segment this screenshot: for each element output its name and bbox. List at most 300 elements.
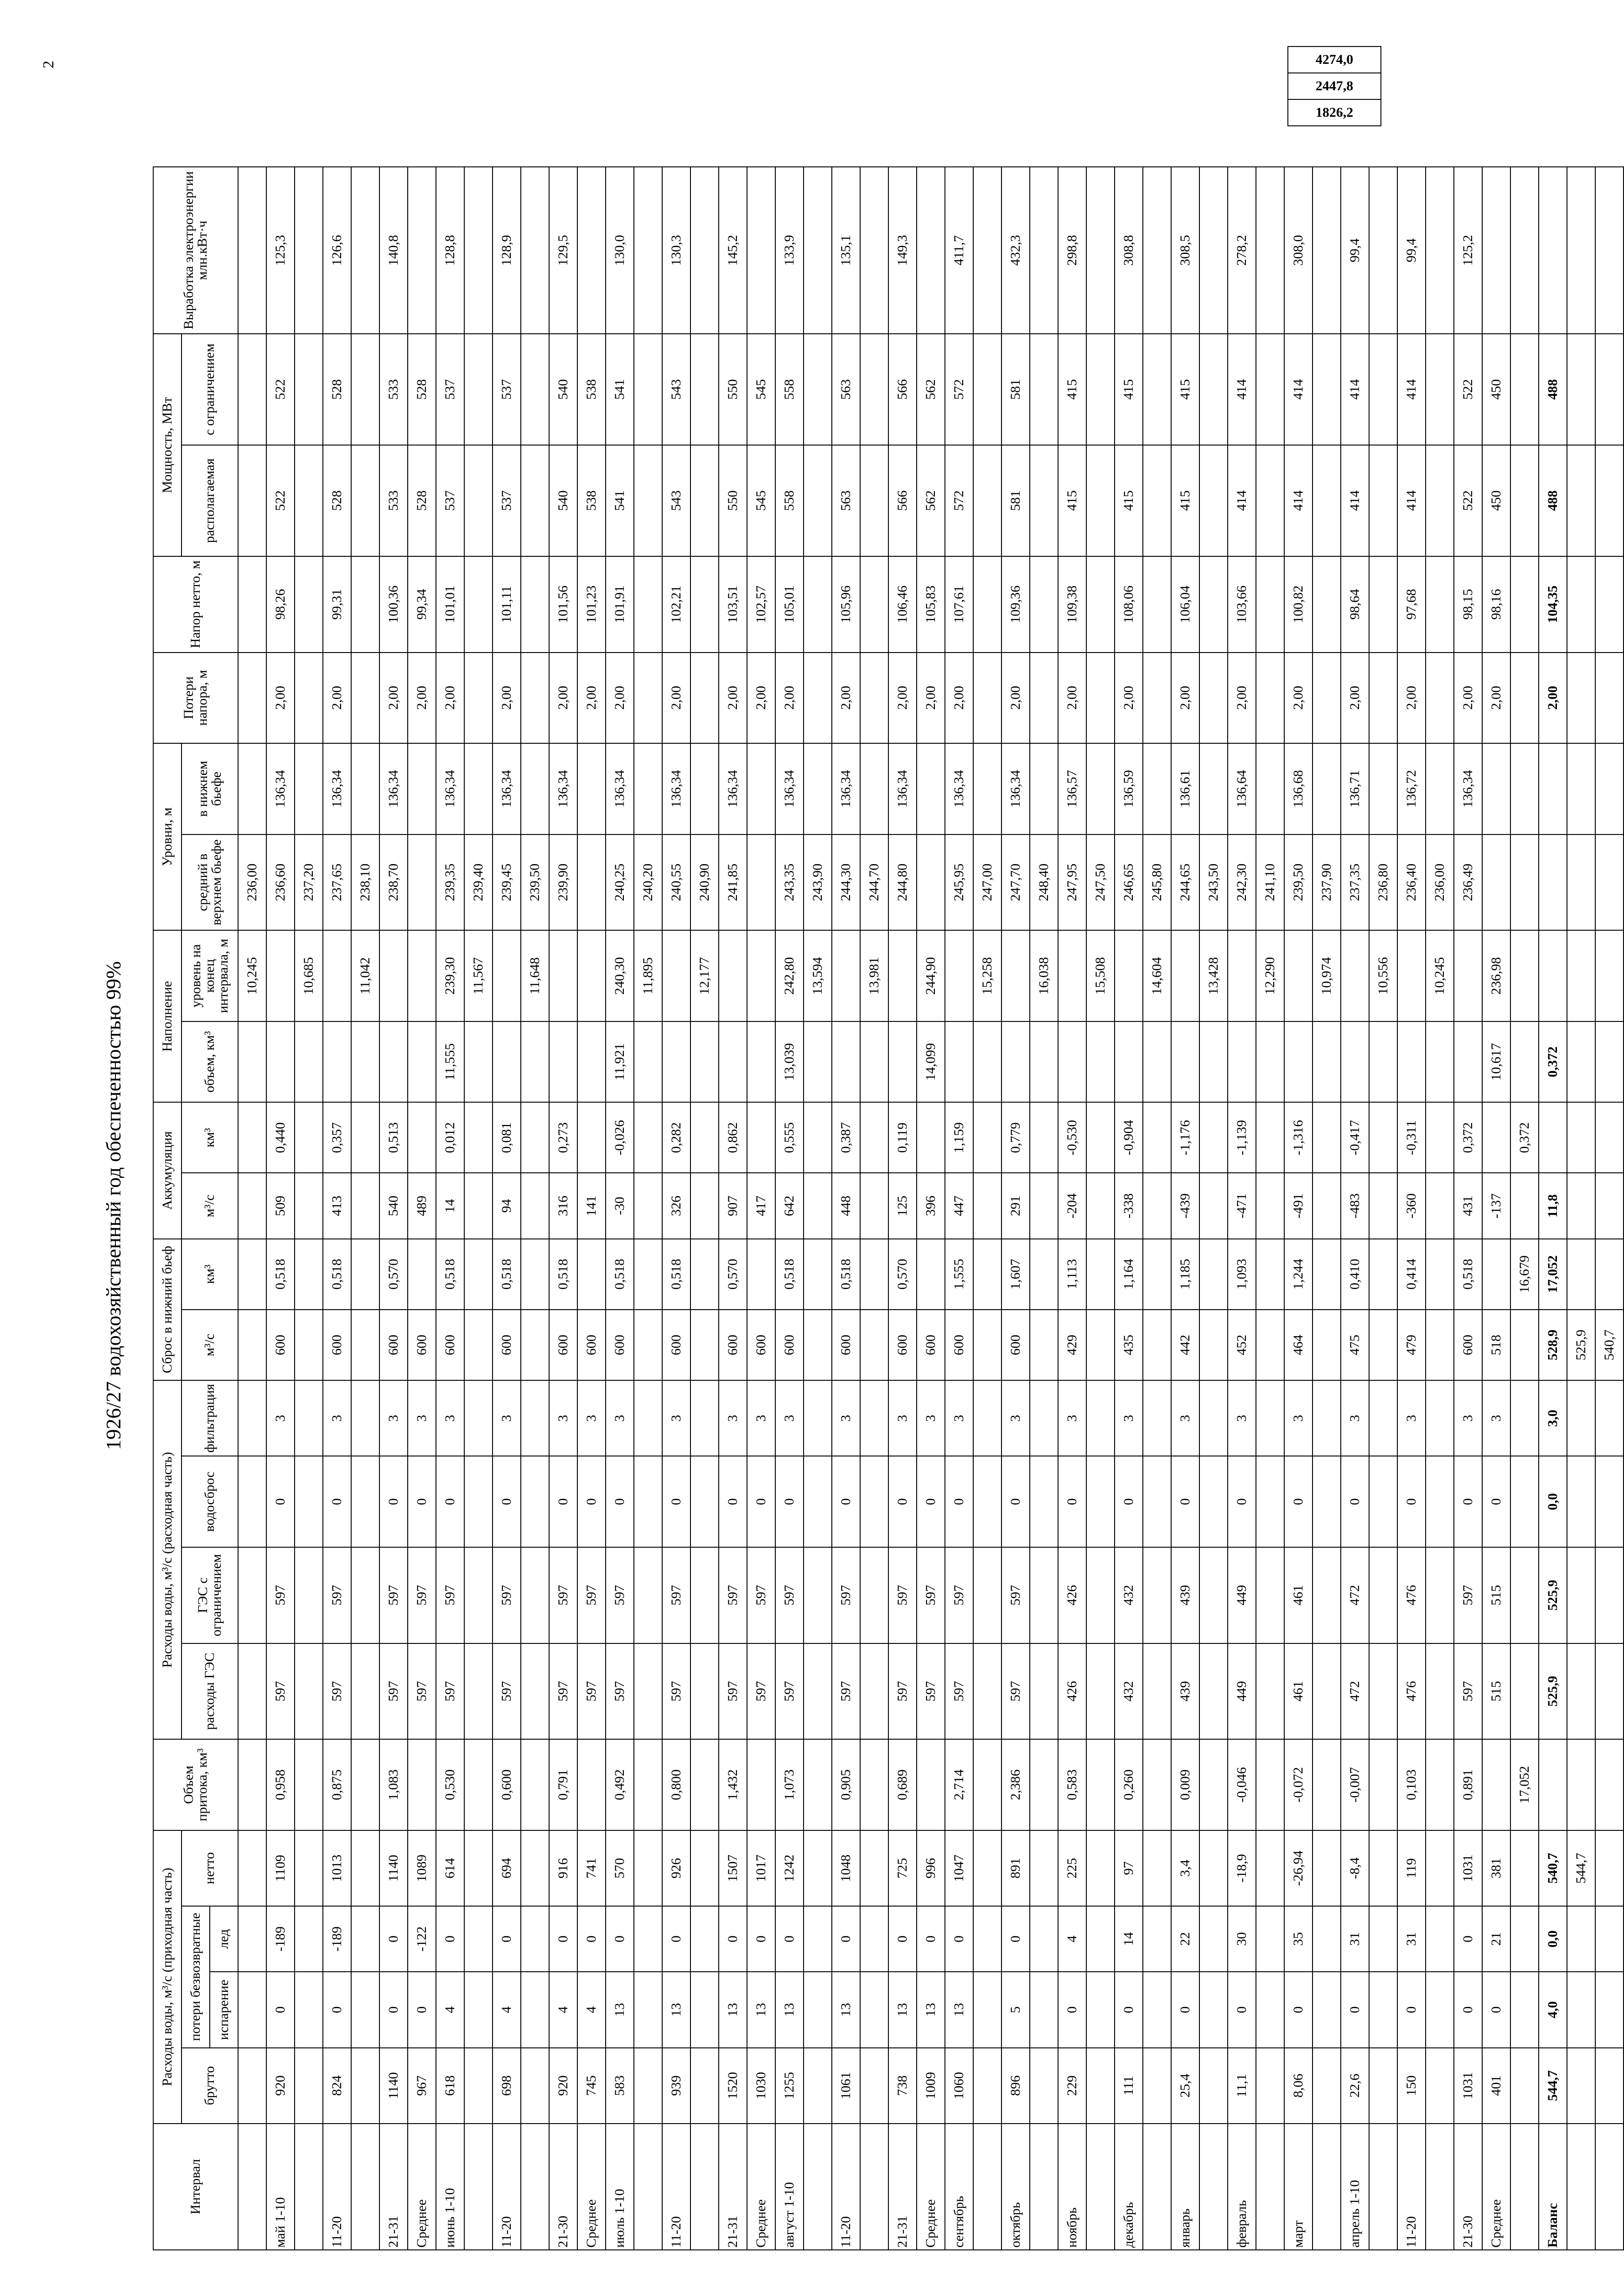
table-cell: 0,583: [1058, 1739, 1086, 1830]
table-cell: 1060: [945, 2048, 973, 2124]
table-cell: [1313, 1456, 1341, 1547]
table-cell: 101,23: [577, 556, 606, 653]
table-cell: 694: [493, 1830, 521, 1906]
table-cell: [1567, 1972, 1595, 2047]
row-interval: Баланс: [1539, 2124, 1567, 2250]
table-cell: 1242: [775, 1830, 804, 1906]
table-cell: [1426, 1021, 1454, 1102]
table-row: [1058, 167, 1086, 2250]
table-cell: 597: [945, 1643, 973, 1740]
table-cell: 414: [1284, 334, 1313, 445]
summary-row: [1288, 99, 1381, 126]
table-cell: 236,60: [266, 834, 295, 931]
table-cell: [1510, 445, 1539, 556]
table-cell: 103,66: [1228, 556, 1256, 653]
table-cell: 2,386: [1001, 1739, 1030, 1830]
table-cell: 101,11: [493, 556, 521, 653]
table-cell: [1595, 2048, 1624, 2124]
table-cell: 308,8: [1115, 167, 1143, 334]
table-cell: [379, 1021, 408, 1102]
table-cell: 15,508: [1086, 930, 1115, 1021]
table-cell: [351, 1906, 379, 1972]
table-cell: 240,55: [662, 834, 690, 931]
table-cell: [464, 1021, 493, 1102]
table-cell: 0,372: [1539, 1021, 1567, 1102]
table-cell: 0,414: [1397, 1239, 1426, 1310]
table-cell: 1031: [1454, 2048, 1482, 2124]
table-cell: [690, 1310, 719, 1380]
table-cell: [1313, 1547, 1341, 1643]
table-cell: [1510, 1456, 1539, 1547]
table-cell: 13: [888, 1972, 917, 2047]
table-cell: [1143, 445, 1171, 556]
table-cell: 0,570: [379, 1239, 408, 1310]
table-cell: 2,00: [1171, 653, 1199, 744]
table-cell: 461: [1284, 1547, 1313, 1643]
table-cell: 245,95: [945, 834, 973, 931]
table-cell: 2,00: [662, 653, 690, 744]
table-cell: 136,34: [606, 743, 634, 834]
table-cell: [1567, 1456, 1595, 1547]
table-cell: [351, 1310, 379, 1380]
table-cell: [1426, 1173, 1454, 1238]
table-cell: -0,417: [1341, 1102, 1369, 1173]
table-cell: 414: [1397, 445, 1426, 556]
table-cell: 105,01: [775, 556, 804, 653]
table-cell: 128,8: [436, 167, 464, 334]
table-cell: [1199, 2048, 1228, 2124]
table-cell: 2,00: [493, 653, 521, 744]
table-cell: 0: [577, 1456, 606, 1547]
table-cell: [804, 1310, 832, 1380]
table-cell: [351, 2048, 379, 2124]
table-cell: 572: [945, 334, 973, 445]
table-cell: 3,4: [1171, 1830, 1199, 1906]
table-cell: 1031: [1454, 1830, 1482, 1906]
th-interval: Интервал: [153, 2124, 238, 2250]
table-cell: 1048: [832, 1830, 860, 1906]
row-interval: [351, 2124, 379, 2250]
table-cell: 0,779: [1001, 1102, 1030, 1173]
table-cell: 1030: [747, 2048, 775, 2124]
table-cell: [1030, 1906, 1058, 1972]
table-cell: 597: [719, 1547, 747, 1643]
table-cell: -137: [1482, 1173, 1510, 1238]
table-cell: 236,80: [1369, 834, 1397, 931]
table-cell: [973, 334, 1001, 445]
table-cell: 563: [832, 334, 860, 445]
table-cell: 0,357: [323, 1102, 351, 1173]
table-cell: 248,40: [1030, 834, 1058, 931]
table-cell: [1256, 1643, 1284, 1740]
table-cell: 0,372: [1510, 1102, 1539, 1173]
table-cell: 509: [266, 1173, 295, 1238]
th-filling: Наполнение: [153, 930, 182, 1102]
table-cell: 4: [493, 1972, 521, 2047]
row-interval: Среднее: [747, 2124, 775, 2250]
table-cell: [1595, 1021, 1624, 1102]
table-cell: 2,00: [1454, 653, 1482, 744]
table-row: [860, 167, 888, 2250]
table-cell: 414: [1341, 334, 1369, 445]
table-cell: [1256, 1021, 1284, 1102]
table-cell: 1255: [775, 2048, 804, 2124]
table-cell: [1313, 1972, 1341, 2047]
table-cell: 241,85: [719, 834, 747, 931]
table-cell: 916: [549, 1830, 577, 1906]
table-cell: 13,981: [860, 930, 888, 1021]
table-cell: [747, 167, 775, 334]
table-cell: 101,91: [606, 556, 634, 653]
th-hpp-limited: ГЭС с ограничением: [182, 1547, 238, 1643]
table-cell: [1369, 334, 1397, 445]
table-cell: [747, 834, 775, 931]
table-cell: [1030, 1739, 1058, 1830]
table-cell: [1595, 556, 1624, 653]
table-cell: [1313, 1310, 1341, 1380]
table-cell: [634, 2048, 662, 2124]
table-cell: [1567, 2048, 1595, 2124]
table-cell: [1086, 1830, 1115, 1906]
table-cell: [1426, 1739, 1454, 1830]
table-cell: 891: [1001, 1830, 1030, 1906]
table-cell: 0: [1482, 1972, 1510, 2047]
table-cell: 2,714: [945, 1739, 973, 1830]
table-cell: 99,34: [408, 556, 436, 653]
table-cell: [860, 1547, 888, 1643]
table-cell: [521, 1739, 549, 1830]
table-cell: [1030, 1830, 1058, 1906]
table-cell: [1369, 653, 1397, 744]
table-cell: [295, 1830, 323, 1906]
table-cell: 101,56: [549, 556, 577, 653]
table-cell: 141: [577, 1173, 606, 1238]
table-cell: [1058, 1021, 1086, 1102]
table-cell: [719, 1021, 747, 1102]
table-cell: 449: [1228, 1643, 1256, 1740]
table-cell: 1047: [945, 1830, 973, 1906]
table-cell: 581: [1001, 334, 1030, 445]
table-cell: 0: [1341, 1972, 1369, 2047]
table-cell: [1369, 1239, 1397, 1310]
table-cell: 562: [917, 445, 945, 556]
table-cell: [1171, 1021, 1199, 1102]
table-cell: 0: [1454, 1456, 1482, 1547]
table-cell: [973, 1456, 1001, 1547]
table-cell: [634, 445, 662, 556]
table-cell: [690, 1830, 719, 1906]
table-cell: [238, 743, 266, 834]
table-row: [690, 167, 719, 2250]
table-cell: -0,007: [1341, 1739, 1369, 1830]
table-row: [295, 167, 323, 2250]
table-row: [1313, 167, 1341, 2250]
table-cell: 229: [1058, 2048, 1086, 2124]
table-cell: [1539, 930, 1567, 1021]
table-cell: 11,555: [436, 1021, 464, 1102]
table-cell: [1086, 1906, 1115, 1972]
table-cell: [408, 1239, 436, 1310]
th-upstream: средний в верхнем бьефе: [182, 834, 238, 931]
table-cell: 2,00: [747, 653, 775, 744]
table-cell: [1143, 1102, 1171, 1173]
table-cell: 415: [1058, 334, 1086, 445]
row-interval: Среднее: [1482, 2124, 1510, 2250]
table-cell: 600: [888, 1310, 917, 1380]
table-cell: 597: [917, 1643, 945, 1740]
table-cell: 472: [1341, 1547, 1369, 1643]
table-cell: [1426, 1310, 1454, 1380]
table-cell: [1595, 1906, 1624, 1972]
table-cell: [1199, 1739, 1228, 1830]
table-cell: 431: [1454, 1173, 1482, 1238]
table-cell: [295, 2048, 323, 2124]
table-row: [464, 167, 493, 2250]
table-cell: -483: [1341, 1173, 1369, 1238]
table-cell: [351, 653, 379, 744]
table-cell: 237,65: [323, 834, 351, 931]
table-cell: [351, 743, 379, 834]
table-cell: 130,0: [606, 167, 634, 334]
table-cell: 2,00: [945, 653, 973, 744]
table-cell: [1369, 1547, 1397, 1643]
table-cell: 244,65: [1171, 834, 1199, 931]
th-volume: объем, км³: [182, 1021, 238, 1102]
table-cell: [1030, 1021, 1058, 1102]
table-cell: 738: [888, 2048, 917, 2124]
water-balance-sheet: [153, 166, 1617, 2250]
table-cell: 488: [1539, 445, 1567, 556]
row-interval: май 1-10: [266, 2124, 295, 2250]
table-cell: [238, 1906, 266, 1972]
table-cell: [1426, 556, 1454, 653]
table-cell: 597: [266, 1643, 295, 1740]
table-cell: 13: [719, 1972, 747, 2047]
table-cell: [266, 930, 295, 1021]
table-cell: [1086, 1173, 1115, 1238]
table-cell: 308,5: [1171, 167, 1199, 334]
th-inflow-volume: Объем притока, км³: [153, 1739, 238, 1830]
table-cell: 415: [1115, 334, 1143, 445]
table-cell: 291: [1001, 1173, 1030, 1238]
table-cell: [690, 1239, 719, 1310]
table-cell: [1510, 1380, 1539, 1456]
table-cell: 597: [493, 1643, 521, 1740]
table-cell: 0: [1397, 1972, 1426, 2047]
table-cell: 600: [493, 1310, 521, 1380]
table-cell: [464, 1643, 493, 1740]
table-cell: 136,57: [1058, 743, 1086, 834]
table-cell: 1017: [747, 1830, 775, 1906]
table-cell: 907: [719, 1173, 747, 1238]
table-cell: [521, 1173, 549, 1238]
table-cell: 98,15: [1454, 556, 1482, 653]
table-cell: [1058, 930, 1086, 1021]
table-cell: [1199, 653, 1228, 744]
th-head-loss: Потери напора, м: [153, 653, 238, 744]
table-cell: 0: [606, 1456, 634, 1547]
table-cell: [1539, 1739, 1567, 1830]
table-cell: [1369, 1906, 1397, 1972]
table-cell: 236,98: [1482, 930, 1510, 1021]
table-cell: 99,4: [1397, 167, 1426, 334]
table-cell: [295, 743, 323, 834]
table-cell: 597: [747, 1547, 775, 1643]
table-cell: [1143, 334, 1171, 445]
table-cell: 0,555: [775, 1102, 804, 1173]
table-cell: [1086, 1310, 1115, 1380]
table-cell: [747, 1739, 775, 1830]
table-cell: 2,00: [408, 653, 436, 744]
table-cell: 10,556: [1369, 930, 1397, 1021]
table-cell: 597: [493, 1547, 521, 1643]
table-cell: [1397, 1021, 1426, 1102]
table-cell: [1567, 1239, 1595, 1310]
table-cell: 1,093: [1228, 1239, 1256, 1310]
table-cell: 13: [832, 1972, 860, 2047]
table-cell: 1,073: [775, 1739, 804, 1830]
table-cell: [973, 1643, 1001, 1740]
table-cell: -360: [1397, 1173, 1426, 1238]
table-cell: [1510, 930, 1539, 1021]
table-cell: 0: [1284, 1456, 1313, 1547]
row-interval: [804, 2124, 832, 2250]
table-cell: 597: [832, 1643, 860, 1740]
row-interval: [1313, 2124, 1341, 2250]
table-cell: -0,072: [1284, 1739, 1313, 1830]
table-cell: 464: [1284, 1310, 1313, 1380]
table-cell: 98,64: [1341, 556, 1369, 653]
table-cell: 920: [266, 2048, 295, 2124]
table-cell: [1256, 1310, 1284, 1380]
table-cell: 98,26: [266, 556, 295, 653]
table-cell: [804, 653, 832, 744]
table-cell: 0,081: [493, 1102, 521, 1173]
table-cell: [408, 1021, 436, 1102]
row-interval: [238, 2124, 266, 2250]
table-cell: 488: [1539, 334, 1567, 445]
table-cell: [1567, 1380, 1595, 1456]
table-cell: [1369, 445, 1397, 556]
table-cell: [973, 1310, 1001, 1380]
table-cell: 600: [719, 1310, 747, 1380]
table-cell: 541: [606, 334, 634, 445]
table-cell: 600: [832, 1310, 860, 1380]
table-cell: -122: [408, 1906, 436, 1972]
table-cell: [973, 167, 1001, 334]
table-cell: 128,9: [493, 167, 521, 334]
table-cell: 597: [408, 1643, 436, 1740]
table-cell: [408, 743, 436, 834]
table-cell: [1086, 653, 1115, 744]
table-cell: 600: [436, 1310, 464, 1380]
table-cell: 522: [266, 445, 295, 556]
table-cell: 0: [408, 1972, 436, 2047]
table-cell: 600: [945, 1310, 973, 1380]
table-cell: 1140: [379, 1830, 408, 1906]
row-interval: [634, 2124, 662, 2250]
table-cell: [804, 1102, 832, 1173]
table-cell: 0,009: [1171, 1739, 1199, 1830]
table-cell: 0: [266, 1456, 295, 1547]
table-cell: [690, 1643, 719, 1740]
table-cell: [1595, 1380, 1624, 1456]
table-row: [1567, 167, 1595, 2250]
table-cell: 581: [1001, 445, 1030, 556]
table-cell: 0,905: [832, 1739, 860, 1830]
table-cell: [1482, 834, 1510, 931]
table-cell: 16,038: [1030, 930, 1058, 1021]
table-cell: 0,518: [549, 1239, 577, 1310]
table-cell: [690, 1021, 719, 1102]
table-cell: 13: [662, 1972, 690, 2047]
table-cell: 1,113: [1058, 1239, 1086, 1310]
table-cell: 2,00: [1482, 653, 1510, 744]
table-cell: [1510, 1547, 1539, 1643]
table-cell: 13: [917, 1972, 945, 2047]
table-cell: 396: [917, 1173, 945, 1238]
table-row: [917, 167, 945, 2250]
table-cell: [521, 1380, 549, 1456]
table-cell: 540,7: [1595, 1310, 1624, 1380]
table-cell: 0: [1001, 1456, 1030, 1547]
table-row: [1397, 167, 1426, 2250]
table-cell: 525,9: [1539, 1547, 1567, 1643]
table-cell: [295, 1739, 323, 1830]
row-interval: [1567, 2124, 1595, 2250]
row-interval: 21-31: [379, 2124, 408, 2250]
table-cell: 98,16: [1482, 556, 1510, 653]
table-cell: [1199, 1102, 1228, 1173]
table-cell: 94: [493, 1173, 521, 1238]
table-cell: 472: [1341, 1643, 1369, 1740]
table-cell: 597: [577, 1643, 606, 1740]
table-cell: [464, 1972, 493, 2047]
table-cell: [860, 1739, 888, 1830]
table-cell: [1510, 1173, 1539, 1238]
table-cell: [521, 1830, 549, 1906]
table-cell: 136,72: [1397, 743, 1426, 834]
table-cell: 99,4: [1341, 167, 1369, 334]
row-interval: 11-20: [493, 2124, 521, 2250]
table-cell: [1313, 1380, 1341, 1456]
table-cell: 597: [888, 1547, 917, 1643]
table-cell: [634, 1310, 662, 1380]
table-cell: [690, 167, 719, 334]
table-cell: [634, 1547, 662, 1643]
table-cell: [351, 1380, 379, 1456]
table-cell: [804, 1456, 832, 1547]
table-cell: 1,164: [1115, 1239, 1143, 1310]
table-cell: [323, 930, 351, 1021]
table-cell: [238, 1830, 266, 1906]
table-cell: 597: [662, 1547, 690, 1643]
table-cell: [1256, 1739, 1284, 1830]
table-cell: -0,311: [1397, 1102, 1426, 1173]
table-cell: 0: [408, 1456, 436, 1547]
table-cell: [351, 167, 379, 334]
table-row: [351, 167, 379, 2250]
table-cell: 136,34: [266, 743, 295, 834]
table-cell: 0: [1397, 1456, 1426, 1547]
table-cell: 515: [1482, 1643, 1510, 1740]
table-cell: [521, 445, 549, 556]
table-cell: 0,518: [606, 1239, 634, 1310]
table-cell: [1567, 1739, 1595, 1830]
table-cell: 0,530: [436, 1739, 464, 1830]
table-cell: [1086, 445, 1115, 556]
table-cell: [634, 1021, 662, 1102]
